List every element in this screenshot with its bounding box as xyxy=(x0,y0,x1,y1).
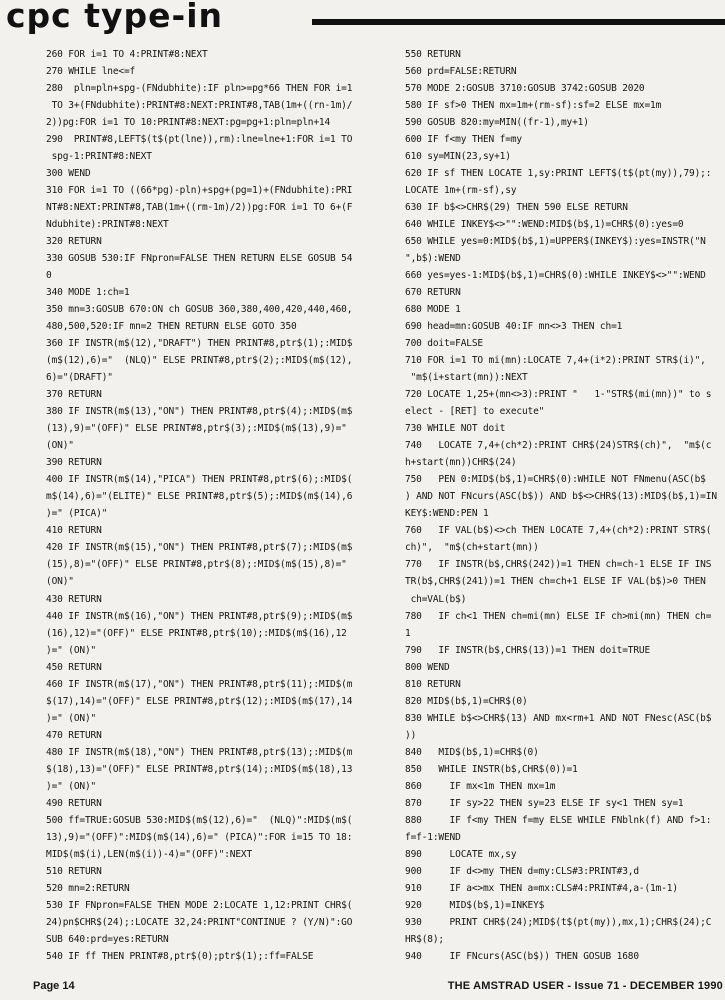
code-line: (13),9)="(OFF)" ELSE PRINT#8,ptr$(3);:MID$(m$(13),9)=" xyxy=(46,423,347,435)
code-line: elect - [RET] to execute" xyxy=(405,406,545,418)
code-line: 520 mn=2:RETURN xyxy=(46,882,130,894)
code-line: "m$(i+start(mn)):NEXT xyxy=(405,372,528,384)
code-line: (m$(12),6)=" (NLQ)" ELSE PRINT#8,ptr$(2);:MID$(m$(12), xyxy=(46,355,353,367)
code-line: LOCATE 1m+(rm-sf),sy xyxy=(405,185,517,197)
code-line: 270 WHILE lne<=f xyxy=(46,66,136,78)
code-line: 280 pln=pln+spg-(FNdubhite):IF pln>=pg*66 THEN FOR i=1 xyxy=(46,83,353,95)
page-header xyxy=(0,0,725,40)
code-line: KEY$:WEND:PEN 1 xyxy=(405,508,489,520)
code-line: 330 GOSUB 530:IF FNpron=FALSE THEN RETURN ELSE GOSUB 54 xyxy=(46,253,353,265)
section-title: cpc type-in xyxy=(6,0,224,35)
page-number: Page 14 xyxy=(33,980,75,992)
code-line: 450 RETURN xyxy=(46,661,102,673)
code-line: 1 xyxy=(405,627,411,639)
code-line: 770 IF INSTR(b$,CHR$(242))=1 THEN ch=ch-1 ELSE IF INS xyxy=(405,559,712,571)
code-line: ch)", "m$(ch+start(mn)) xyxy=(405,542,539,554)
code-line: 13),9)="(OFF)":MID$(m$(14),6)=" (PICA)":FOR i=15 TO 18: xyxy=(46,831,353,843)
code-line: 680 MODE 1 xyxy=(405,304,461,316)
code-line: 430 RETURN xyxy=(46,593,102,605)
code-line: SUB 640:prd=yes:RETURN xyxy=(46,933,169,945)
code-line: 920 MID$(b$,1)=INKEY$ xyxy=(405,899,545,911)
code-line: 690 head=mn:GOSUB 40:IF mn<>3 THEN ch=1 xyxy=(405,321,623,333)
code-line: 400 IF INSTR(m$(14),"PICA") THEN PRINT#8,ptr$(6);:MID$( xyxy=(46,474,353,486)
code-line: )=" (ON)" xyxy=(46,644,97,656)
code-line: 320 RETURN xyxy=(46,236,102,248)
code-line: 500 ff=TRUE:GOSUB 530:MID$(m$(12),6)=" (NLQ)":MID$(m$( xyxy=(46,814,353,826)
code-line: 760 IF VAL(b$)<>ch THEN LOCATE 7,4+(ch*2):PRINT STR$( xyxy=(405,525,712,537)
code-line: 880 IF f<my THEN f=my ELSE WHILE FNblnk(f) AND f>1: xyxy=(405,814,712,826)
code-line: 620 IF sf THEN LOCATE 1,sy:PRINT LEFT$(t$(pt(my)),79);: xyxy=(405,168,712,180)
code-line: 350 mn=3:GOSUB 670:ON ch GOSUB 360,380,400,420,440,460, xyxy=(46,304,353,316)
code-line: (ON)" xyxy=(46,576,74,588)
code-line: (16),12)="(OFF)" ELSE PRINT#8,ptr$(10);:MID$(m$(16),12 xyxy=(46,627,347,639)
code-line: 24)pn$CHR$(24);:LOCATE 32,24:PRINT"CONTINUE ? (Y/N)":GO xyxy=(46,916,353,928)
code-line: 650 WHILE yes=0:MID$(b$,1)=UPPER$(INKEY$):yes=INSTR("N xyxy=(405,236,706,248)
code-line: 6)="(DRAFT)" xyxy=(46,372,113,384)
code-line: 630 IF b$<>CHR$(29) THEN 590 ELSE RETURN xyxy=(405,202,628,214)
code-line: h+start(mn))CHR$(24) xyxy=(405,457,517,469)
code-line: 470 RETURN xyxy=(46,729,102,741)
code-line: )=" (PICA)" xyxy=(46,508,108,520)
code-line: 790 IF INSTR(b$,CHR$(13))=1 THEN doit=TRUE xyxy=(405,644,651,656)
code-line: m$(14),6)="(ELITE)" ELSE PRINT#8,ptr$(5);:MID$(m$(14),6 xyxy=(46,491,353,503)
code-line: 590 GOSUB 820:my=MIN((fr-1),my+1) xyxy=(405,117,589,129)
code-line: 480,500,520:IF mn=2 THEN RETURN ELSE GOTO 350 xyxy=(46,321,297,333)
code-line: NT#8:NEXT:PRINT#8,TAB(1m+((rm-1m)/2))pg:FOR i=1 TO 6+(F xyxy=(46,202,353,214)
code-line: 830 WHILE b$<>CHR$(13) AND mx<rm+1 AND NOT FNesc(ASC(b$ xyxy=(405,712,712,724)
code-line: 290 PRINT#8,LEFT$(t$(pt(lne)),rm):lne=lne+1:FOR i=1 TO xyxy=(46,134,353,146)
code-line: TO 3+(FNdubhite):PRINT#8:NEXT:PRINT#8,TAB(1m+((rn-1m)/ xyxy=(46,100,353,112)
code-line: 850 WHILE INSTR(b$,CHR$(0))=1 xyxy=(405,763,578,775)
code-line: 600 IF f<my THEN f=my xyxy=(405,134,522,146)
code-line: 420 IF INSTR(m$(15),"ON") THEN PRINT#8,ptr$(7);:MID$(m$ xyxy=(46,542,353,554)
code-line: 730 WHILE NOT doit xyxy=(405,423,506,435)
code-line: 300 WEND xyxy=(46,168,91,180)
listing-column-right xyxy=(405,46,723,965)
code-line: 720 LOCATE 1,25+(mn<>3):PRINT " 1-"STR$(mi(mn))" to s xyxy=(405,389,712,401)
code-line: 900 IF d<>my THEN d=my:CLS#3:PRINT#3,d xyxy=(405,865,639,877)
code-line: ) AND NOT FNcurs(ASC(b$)) AND b$<>CHR$(13):MID$(b$,1)=IN xyxy=(405,491,717,503)
code-line: 710 FOR i=1 TO mi(mn):LOCATE 7,4+(i*2):PRINT STR$(i)", xyxy=(405,355,706,367)
code-line: 610 sy=MIN(23,sy+1) xyxy=(405,151,511,163)
code-line: 380 IF INSTR(m$(13),"ON") THEN PRINT#8,ptr$(4);:MID$(m$ xyxy=(46,406,353,418)
magazine-issue: THE AMSTRAD USER - Issue 71 - DECEMBER 1990 xyxy=(447,980,723,992)
code-line: 820 MID$(b$,1)=CHR$(0) xyxy=(405,695,528,707)
code-line: )=" (ON)" xyxy=(46,780,97,792)
code-line: 0 xyxy=(46,270,52,282)
code-line: (15),8)="(OFF)" ELSE PRINT#8,ptr$(8);:MID$(m$(15),8)=" xyxy=(46,559,347,571)
code-line: 670 RETURN xyxy=(405,287,461,299)
code-line: spg-1:PRINT#8:NEXT xyxy=(46,151,152,163)
code-line: f=f-1:WEND xyxy=(405,831,461,843)
code-line: 370 RETURN xyxy=(46,389,102,401)
code-line: 390 RETURN xyxy=(46,457,102,469)
code-line: 780 IF ch<1 THEN ch=mi(mn) ELSE IF ch>mi(mn) THEN ch= xyxy=(405,610,712,622)
code-line: 510 RETURN xyxy=(46,865,102,877)
code-line: ch=VAL(b$) xyxy=(405,593,467,605)
code-line: 750 PEN 0:MID$(b$,1)=CHR$(0):WHILE NOT FNmenu(ASC(b$ xyxy=(405,474,706,486)
code-line: 490 RETURN xyxy=(46,797,102,809)
code-line: 540 IF ff THEN PRINT#8,ptr$(0);ptr$(1);:ff=FALSE xyxy=(46,950,314,962)
code-line: )=" (ON)" xyxy=(46,712,97,724)
code-line: TR(b$,CHR$(241))=1 THEN ch=ch+1 ELSE IF VAL(b$)>0 THEN xyxy=(405,576,706,588)
code-line: 800 WEND xyxy=(405,661,450,673)
code-line: 480 IF INSTR(m$(18),"ON") THEN PRINT#8,ptr$(13);:MID$(m xyxy=(46,746,353,758)
code-line: 870 IF sy>22 THEN sy=23 ELSE IF sy<1 THEN sy=1 xyxy=(405,797,684,809)
code-line: 560 prd=FALSE:RETURN xyxy=(405,66,517,78)
code-line: 810 RETURN xyxy=(405,678,461,690)
code-line: $(18),13)="(OFF)" ELSE PRINT#8,ptr$(14);:MID$(m$(18),13 xyxy=(46,763,353,775)
code-line: 740 LOCATE 7,4+(ch*2):PRINT CHR$(24)STR$(ch)", "m$(c xyxy=(405,440,712,452)
code-line: 890 LOCATE mx,sy xyxy=(405,848,517,860)
code-line: 550 RETURN xyxy=(405,49,461,60)
code-line: ",b$):WEND xyxy=(405,253,461,265)
code-line: Ndubhite):PRINT#8:NEXT xyxy=(46,219,169,231)
code-line: 530 IF FNpron=FALSE THEN MODE 2:LOCATE 1,12:PRINT CHR$( xyxy=(46,899,353,911)
code-line: $(17),14)="(OFF)" ELSE PRINT#8,ptr$(12);:MID$(m$(17),14 xyxy=(46,695,353,707)
code-line: 660 yes=yes-1:MID$(b$,1)=CHR$(0):WHILE INKEY$<>"":WEND xyxy=(405,270,706,282)
code-line: 360 IF INSTR(m$(12),"DRAFT") THEN PRINT#8,ptr$(1);:MID$ xyxy=(46,338,353,350)
code-line: 340 MODE 1:ch=1 xyxy=(46,287,130,299)
code-line: 640 WHILE INKEY$<>"":WEND:MID$(b$,1)=CHR$(0):yes=0 xyxy=(405,219,684,231)
code-line: 860 IF mx<1m THEN mx=1m xyxy=(405,780,556,792)
header-rule xyxy=(312,19,725,25)
code-line: MID$(m$(i),LEN(m$(i))-4)="(OFF)":NEXT xyxy=(46,848,253,860)
code-line: 2))pg:FOR i=1 TO 10:PRINT#8:NEXT:pg=pg+1:pln=pln+14 xyxy=(46,117,331,129)
code-line: 940 IF FNcurs(ASC(b$)) THEN GOSUB 1680 xyxy=(405,950,639,962)
code-line: 440 IF INSTR(m$(16),"ON") THEN PRINT#8,ptr$(9);:MID$(m$ xyxy=(46,610,353,622)
code-line: 700 doit=FALSE xyxy=(405,338,483,350)
code-line: 310 FOR i=1 TO ((66*pg)-pln)+spg+(pg=1)+(FNdubhite):PRI xyxy=(46,185,353,197)
code-line: 260 FOR i=1 TO 4:PRINT#8:NEXT xyxy=(46,49,208,60)
code-line: 570 MODE 2:GOSUB 3710:GOSUB 3742:GOSUB 2020 xyxy=(405,83,645,95)
listing-column-left xyxy=(46,46,394,965)
code-line: 910 IF a<>mx THEN a=mx:CLS#4:PRINT#4,a-(1m-1) xyxy=(405,882,678,894)
code-line: 410 RETURN xyxy=(46,525,102,537)
code-line: 930 PRINT CHR$(24);MID$(t$(pt(my)),mx,1);CHR$(24);C xyxy=(405,916,712,928)
code-line: 580 IF sf>0 THEN mx=1m+(rm-sf):sf=2 ELSE mx=1m xyxy=(405,100,662,112)
code-line: HR$(8); xyxy=(405,933,444,945)
code-line: (ON)" xyxy=(46,440,74,452)
code-line: 840 MID$(b$,1)=CHR$(0) xyxy=(405,746,539,758)
code-line: )) xyxy=(405,729,417,741)
code-line: 460 IF INSTR(m$(17),"ON") THEN PRINT#8,ptr$(11);:MID$(m xyxy=(46,678,353,690)
